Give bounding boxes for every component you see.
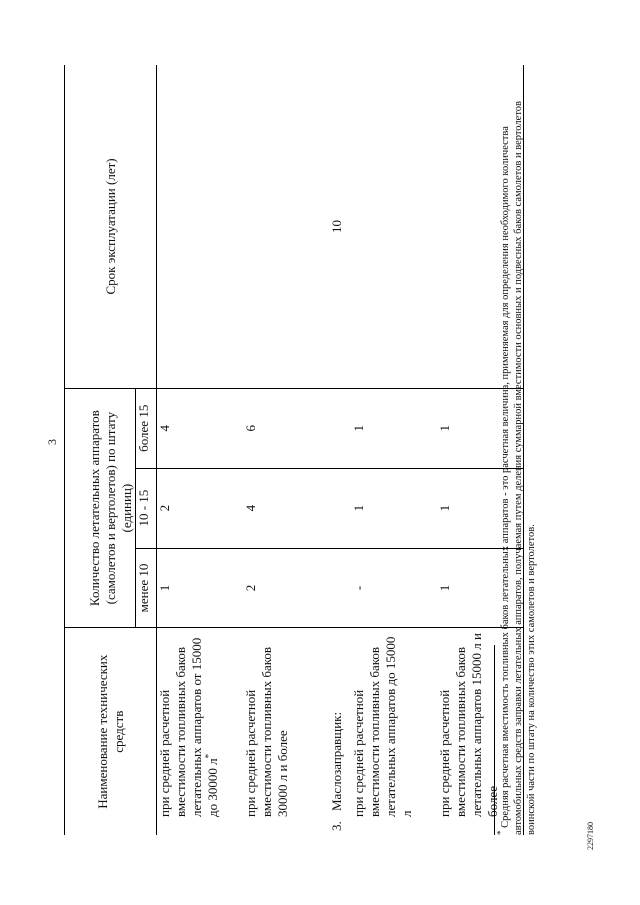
header-name: Наименование технических средств bbox=[65, 628, 157, 835]
footnote-text: Средняя расчетная вместимость топливных баков летательных аппаратов - это расчетная величина, применяемая для определения необходимого количества автомобильных средств заправки летательных аппаратов, получаемая путем деления суммарной вместимости основных и подвесных баков самолетов и вертолетов воинской части по штату на количество этих самолетов и вертолетов. bbox=[500, 101, 537, 835]
section-title: 3.Маслозаправщик: bbox=[329, 628, 351, 835]
row-name: при средней расчетной вместимости топливных баков летательных аппаратов до 15000 л bbox=[351, 628, 437, 835]
table-row bbox=[351, 65, 437, 835]
row-value-less-10: - bbox=[351, 548, 437, 628]
equipment-table bbox=[64, 65, 524, 835]
header-aircraft-count: Количество летательных аппаратов (самолетов и вертолетов) по штату (единиц) bbox=[65, 388, 136, 627]
section-number: 3. bbox=[329, 821, 344, 831]
row-value-less-10: 1 bbox=[437, 548, 524, 628]
header-service-life: Срок эксплуатации (лет) bbox=[65, 65, 157, 388]
row-service-life bbox=[351, 65, 437, 388]
row-value-more-15: 4 bbox=[157, 388, 244, 468]
footnote-rule bbox=[494, 645, 495, 835]
row-value-less-10: 2 bbox=[243, 548, 329, 628]
header-less-10: менее 10 bbox=[136, 548, 157, 628]
table-row bbox=[243, 65, 329, 835]
row-value-10-15: 2 bbox=[157, 468, 244, 548]
row-name: при средней расчетной вместимости топливных баков летательных аппаратов 15000 л и более bbox=[437, 628, 524, 835]
row-value-10-15: 1 bbox=[351, 468, 437, 548]
header-10-15: 10 - 15 bbox=[136, 468, 157, 548]
row-value-more-15: 1 bbox=[351, 388, 437, 468]
row-value-more-15: 6 bbox=[243, 388, 329, 468]
row-service-life bbox=[157, 65, 244, 388]
table-row bbox=[157, 65, 244, 835]
page-number: 3 bbox=[45, 439, 59, 445]
row-service-life bbox=[243, 65, 329, 388]
row-value-more-15: 1 bbox=[437, 388, 524, 468]
row-value-10-15: 4 bbox=[243, 468, 329, 548]
rotated-table-sheet bbox=[64, 65, 564, 835]
row-value-less-10: 1 bbox=[157, 548, 244, 628]
table-row-section bbox=[329, 65, 351, 835]
row-name: при средней расчетной вместимости топливных баков 30000 л и более bbox=[243, 628, 329, 835]
section-service-life: 10 bbox=[329, 219, 344, 233]
footnote-star: * bbox=[495, 830, 506, 835]
footnote bbox=[495, 65, 538, 835]
header-more-15: более 15 bbox=[136, 388, 157, 468]
row-name: при средней расчетной вместимости топливных баков летательных аппаратов от 15000 до 30000 л* bbox=[157, 628, 244, 835]
document-id: 2297180 bbox=[586, 822, 595, 850]
row-value-10-15: 1 bbox=[437, 468, 524, 548]
